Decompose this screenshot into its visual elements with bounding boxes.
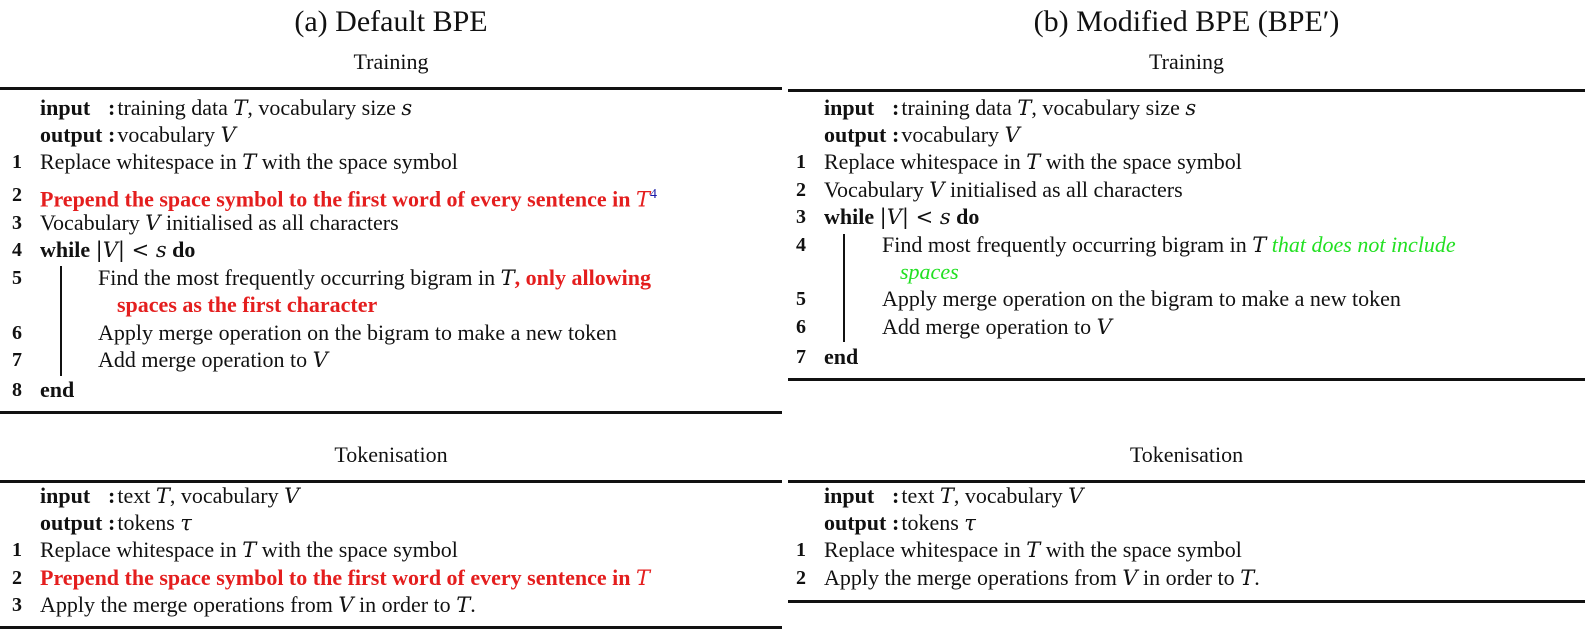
top-rule <box>788 89 1585 92</box>
added-step-highlight: that does not include <box>1266 232 1456 257</box>
bottom-rule <box>0 411 782 414</box>
loop-body-bar <box>60 266 62 376</box>
section-title-training: Training <box>353 49 429 74</box>
bottom-rule <box>788 378 1585 381</box>
bottom-rule <box>788 600 1585 603</box>
output-label: output <box>40 122 103 147</box>
section-title-tokenisation: Tokenisation <box>1129 442 1244 467</box>
removed-step-highlight: Prepend the space symbol to the first word of every sentence in <box>40 565 636 590</box>
footnote-marker[interactable]: 4 <box>649 187 657 202</box>
loop-body-bar <box>843 234 845 342</box>
input-label: input <box>40 95 91 120</box>
top-rule <box>0 87 782 90</box>
bottom-rule <box>0 626 782 629</box>
removed-step-highlight: Prepend the space symbol to the first word of every sentence in <box>40 186 636 212</box>
section-title-training: Training <box>1149 49 1224 74</box>
panel-title: (a) Default BPE <box>294 5 488 38</box>
section-title-tokenisation: Tokenisation <box>334 442 448 467</box>
panel-title: (b) Modified BPE (BPE′) <box>1033 5 1340 38</box>
